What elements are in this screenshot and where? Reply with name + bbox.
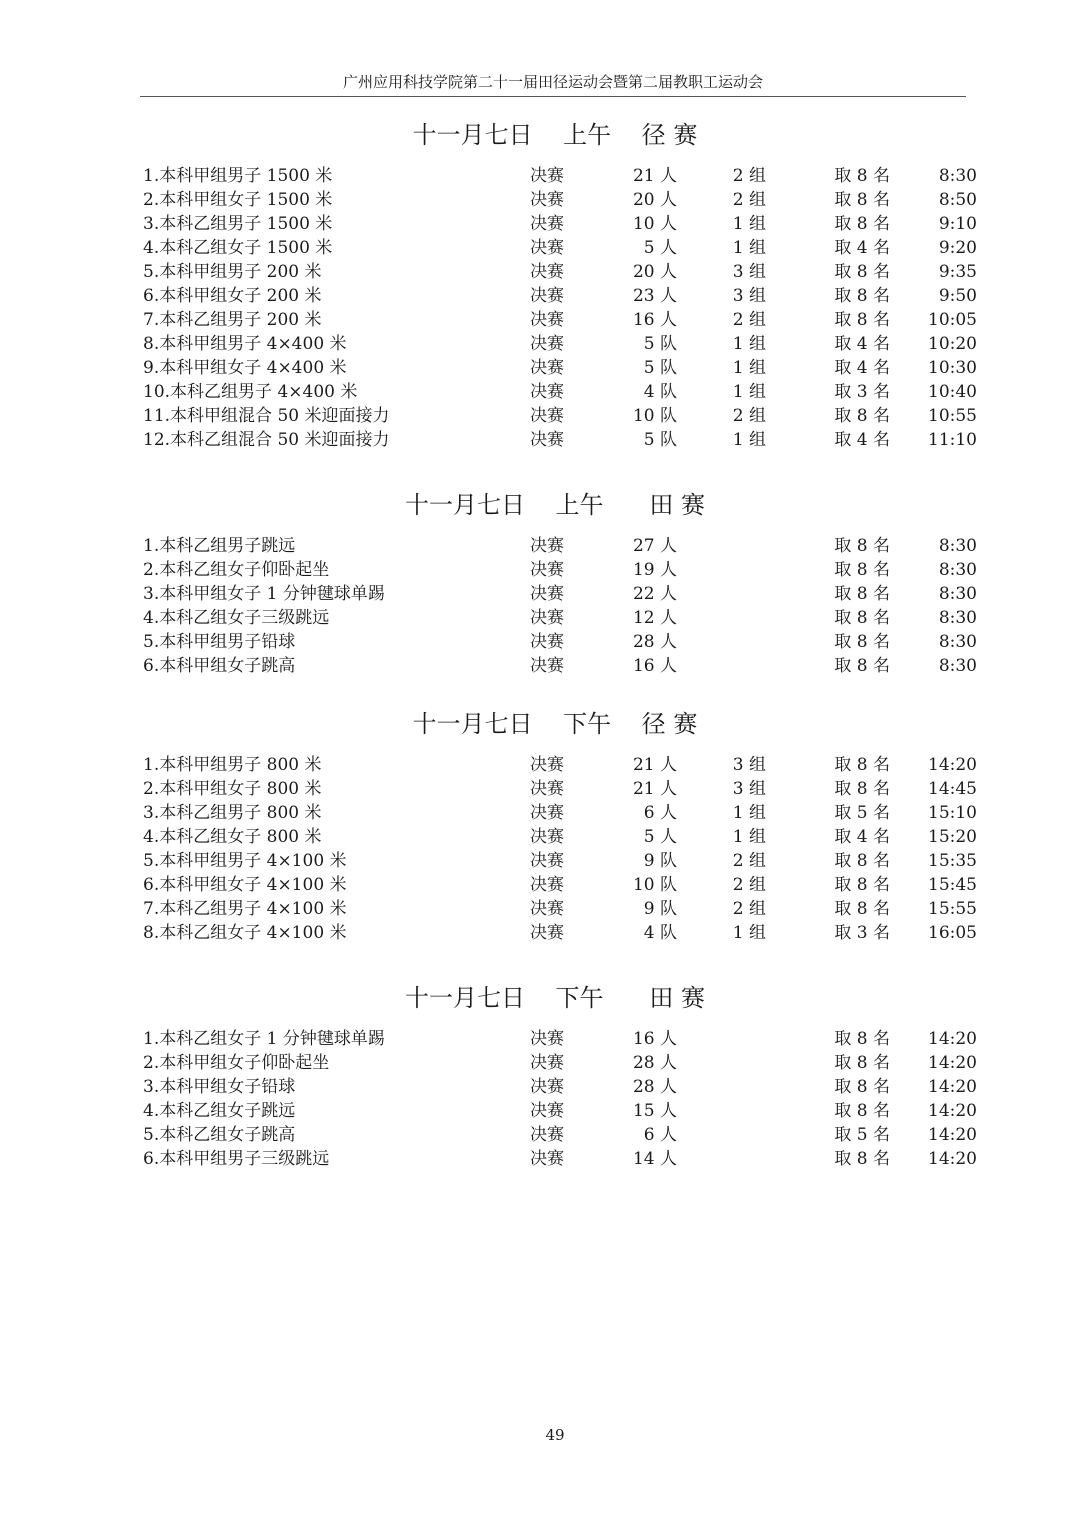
event-row <box>0 260 1080 284</box>
event-groups: 2 组 <box>732 190 766 210</box>
event-time: 14:20 <box>928 1077 977 1097</box>
event-take: 取 8 名 <box>834 1101 890 1121</box>
event-name: 4.本科乙组女子 800 米 <box>143 827 322 847</box>
event-round: 决赛 <box>530 310 564 330</box>
event-time: 9:20 <box>938 238 977 258</box>
event-row <box>0 212 1080 236</box>
event-groups: 1 组 <box>732 923 766 943</box>
event-groups: 3 组 <box>732 755 766 775</box>
event-row <box>0 582 1080 606</box>
event-count: 6 人 <box>643 803 677 823</box>
event-row <box>0 404 1080 428</box>
event-round: 决赛 <box>530 827 564 847</box>
event-name: 8.本科乙组女子 4×100 米 <box>143 923 347 943</box>
event-count: 20 人 <box>632 190 677 210</box>
event-row <box>0 236 1080 260</box>
event-time: 9:10 <box>938 214 977 234</box>
event-take: 取 8 名 <box>834 608 890 628</box>
event-name: 1.本科乙组女子 1 分钟毽球单踢 <box>143 1029 385 1049</box>
event-round: 决赛 <box>530 214 564 234</box>
event-count: 21 人 <box>632 779 677 799</box>
event-take: 取 8 名 <box>834 166 890 186</box>
event-count: 14 人 <box>632 1149 677 1169</box>
event-time: 10:55 <box>928 406 977 426</box>
event-count: 5 队 <box>643 334 677 354</box>
event-round: 决赛 <box>530 262 564 282</box>
event-count: 4 队 <box>643 382 677 402</box>
event-count: 10 队 <box>632 406 677 426</box>
event-name: 11.本科甲组混合 50 米迎面接力 <box>143 406 390 426</box>
event-round: 决赛 <box>530 238 564 258</box>
event-time: 9:50 <box>938 286 977 306</box>
event-take: 取 8 名 <box>834 286 890 306</box>
event-groups: 2 组 <box>732 310 766 330</box>
event-name: 5.本科甲组男子 200 米 <box>143 262 322 282</box>
event-time: 8:30 <box>938 656 977 676</box>
event-take: 取 8 名 <box>834 1149 890 1169</box>
event-groups: 1 组 <box>732 430 766 450</box>
event-count: 23 人 <box>632 286 677 306</box>
event-groups: 2 组 <box>732 166 766 186</box>
event-count: 15 人 <box>632 1101 677 1121</box>
section-title: 十一月七日 下午 田 赛 <box>405 984 705 1012</box>
event-groups: 1 组 <box>732 358 766 378</box>
event-name: 8.本科甲组男子 4×400 米 <box>143 334 347 354</box>
event-take: 取 5 名 <box>834 1125 890 1145</box>
event-time: 10:40 <box>928 382 977 402</box>
event-round: 决赛 <box>530 286 564 306</box>
event-groups: 1 组 <box>732 803 766 823</box>
event-round: 决赛 <box>530 166 564 186</box>
event-row <box>0 753 1080 777</box>
event-name: 6.本科甲组男子三级跳远 <box>143 1149 330 1169</box>
event-count: 28 人 <box>632 632 677 652</box>
event-groups: 1 组 <box>732 214 766 234</box>
event-round: 决赛 <box>530 430 564 450</box>
event-name: 2.本科甲组女子 800 米 <box>143 779 322 799</box>
event-groups: 2 组 <box>732 875 766 895</box>
event-take: 取 8 名 <box>834 851 890 871</box>
event-round: 决赛 <box>530 803 564 823</box>
event-take: 取 8 名 <box>834 310 890 330</box>
event-count: 21 人 <box>632 166 677 186</box>
event-take: 取 4 名 <box>834 334 890 354</box>
event-groups: 2 组 <box>732 899 766 919</box>
event-name: 6.本科甲组女子 4×100 米 <box>143 875 347 895</box>
event-name: 7.本科乙组男子 200 米 <box>143 310 322 330</box>
event-name: 6.本科甲组女子 200 米 <box>143 286 322 306</box>
event-row <box>0 801 1080 825</box>
event-take: 取 8 名 <box>834 779 890 799</box>
event-count: 5 人 <box>643 238 677 258</box>
event-count: 19 人 <box>632 560 677 580</box>
event-round: 决赛 <box>530 382 564 402</box>
event-round: 决赛 <box>530 1053 564 1073</box>
event-count: 10 人 <box>632 214 677 234</box>
event-take: 取 8 名 <box>834 536 890 556</box>
event-time: 10:20 <box>928 334 977 354</box>
event-take: 取 8 名 <box>834 214 890 234</box>
page-number: 49 <box>545 1426 565 1444</box>
event-time: 10:05 <box>928 310 977 330</box>
event-count: 5 队 <box>643 358 677 378</box>
event-take: 取 8 名 <box>834 656 890 676</box>
event-round: 决赛 <box>530 536 564 556</box>
event-time: 8:30 <box>938 632 977 652</box>
event-groups: 1 组 <box>732 238 766 258</box>
event-take: 取 8 名 <box>834 632 890 652</box>
event-time: 8:30 <box>938 166 977 186</box>
event-round: 决赛 <box>530 190 564 210</box>
event-time: 14:20 <box>928 755 977 775</box>
event-name: 1.本科甲组男子 800 米 <box>143 755 322 775</box>
event-name: 5.本科甲组男子 4×100 米 <box>143 851 347 871</box>
event-row <box>0 534 1080 558</box>
event-time: 8:30 <box>938 584 977 604</box>
event-count: 28 人 <box>632 1053 677 1073</box>
event-round: 决赛 <box>530 358 564 378</box>
event-round: 决赛 <box>530 632 564 652</box>
event-time: 8:30 <box>938 560 977 580</box>
event-groups: 3 组 <box>732 262 766 282</box>
event-time: 11:10 <box>928 430 977 450</box>
event-row <box>0 1027 1080 1051</box>
event-row <box>0 308 1080 332</box>
event-round: 决赛 <box>530 779 564 799</box>
event-groups: 2 组 <box>732 406 766 426</box>
event-row <box>0 356 1080 380</box>
event-take: 取 8 名 <box>834 584 890 604</box>
event-count: 22 人 <box>632 584 677 604</box>
event-round: 决赛 <box>530 1029 564 1049</box>
event-round: 决赛 <box>530 851 564 871</box>
event-time: 15:20 <box>928 827 977 847</box>
event-time: 9:35 <box>938 262 977 282</box>
event-count: 20 人 <box>632 262 677 282</box>
event-row <box>0 188 1080 212</box>
event-name: 4.本科乙组女子 1500 米 <box>143 238 333 258</box>
event-time: 16:05 <box>928 923 977 943</box>
event-row <box>0 1123 1080 1147</box>
event-take: 取 8 名 <box>834 190 890 210</box>
event-name: 9.本科甲组女子 4×400 米 <box>143 358 347 378</box>
event-count: 16 人 <box>632 656 677 676</box>
event-row <box>0 606 1080 630</box>
event-name: 3.本科甲组女子铅球 <box>143 1077 296 1097</box>
event-round: 决赛 <box>530 1149 564 1169</box>
event-time: 15:35 <box>928 851 977 871</box>
event-take: 取 8 名 <box>834 899 890 919</box>
event-time: 10:30 <box>928 358 977 378</box>
event-row <box>0 825 1080 849</box>
event-round: 决赛 <box>530 584 564 604</box>
event-row <box>0 921 1080 945</box>
page-header: 广州应用科技学院第二十一届田径运动会暨第二届教职工运动会 <box>342 73 763 91</box>
event-groups: 1 组 <box>732 382 766 402</box>
event-count: 5 队 <box>643 430 677 450</box>
event-round: 决赛 <box>530 560 564 580</box>
event-name: 2.本科甲组女子 1500 米 <box>143 190 333 210</box>
event-row <box>0 630 1080 654</box>
event-name: 2.本科甲组女子仰卧起坐 <box>143 1053 330 1073</box>
event-name: 12.本科乙组混合 50 米迎面接力 <box>143 430 390 450</box>
event-time: 8:30 <box>938 608 977 628</box>
event-name: 5.本科乙组女子跳高 <box>143 1125 296 1145</box>
event-row <box>0 1051 1080 1075</box>
event-row <box>0 284 1080 308</box>
event-time: 8:30 <box>938 536 977 556</box>
event-count: 16 人 <box>632 1029 677 1049</box>
event-row <box>0 873 1080 897</box>
event-count: 9 队 <box>643 851 677 871</box>
event-row <box>0 1099 1080 1123</box>
event-take: 取 8 名 <box>834 1029 890 1049</box>
event-groups: 2 组 <box>732 851 766 871</box>
event-row <box>0 558 1080 582</box>
event-row <box>0 164 1080 188</box>
event-time: 8:50 <box>938 190 977 210</box>
event-time: 14:20 <box>928 1101 977 1121</box>
event-time: 14:20 <box>928 1125 977 1145</box>
event-take: 取 8 名 <box>834 262 890 282</box>
event-take: 取 8 名 <box>834 755 890 775</box>
event-round: 决赛 <box>530 755 564 775</box>
event-name: 3.本科乙组男子 800 米 <box>143 803 322 823</box>
event-take: 取 4 名 <box>834 430 890 450</box>
event-round: 决赛 <box>530 406 564 426</box>
event-round: 决赛 <box>530 334 564 354</box>
event-take: 取 8 名 <box>834 875 890 895</box>
event-take: 取 3 名 <box>834 923 890 943</box>
event-take: 取 4 名 <box>834 827 890 847</box>
event-take: 取 8 名 <box>834 1077 890 1097</box>
event-count: 5 人 <box>643 827 677 847</box>
event-row <box>0 849 1080 873</box>
event-name: 2.本科乙组女子仰卧起坐 <box>143 560 330 580</box>
event-count: 6 人 <box>643 1125 677 1145</box>
event-row <box>0 332 1080 356</box>
event-name: 1.本科甲组男子 1500 米 <box>143 166 333 186</box>
section-title: 十一月七日 上午 径 赛 <box>412 121 698 149</box>
event-count: 12 人 <box>632 608 677 628</box>
section-title: 十一月七日 上午 田 赛 <box>405 491 705 519</box>
event-take: 取 3 名 <box>834 382 890 402</box>
event-take: 取 5 名 <box>834 803 890 823</box>
section-title: 十一月七日 下午 径 赛 <box>412 710 698 738</box>
event-row <box>0 777 1080 801</box>
event-take: 取 4 名 <box>834 238 890 258</box>
event-count: 10 队 <box>632 875 677 895</box>
event-round: 决赛 <box>530 1077 564 1097</box>
event-round: 决赛 <box>530 899 564 919</box>
event-time: 15:55 <box>928 899 977 919</box>
event-row <box>0 897 1080 921</box>
event-groups: 3 组 <box>732 779 766 799</box>
event-round: 决赛 <box>530 1101 564 1121</box>
event-name: 5.本科甲组男子铅球 <box>143 632 296 652</box>
event-round: 决赛 <box>530 923 564 943</box>
event-round: 决赛 <box>530 1125 564 1145</box>
event-name: 3.本科甲组女子 1 分钟毽球单踢 <box>143 584 385 604</box>
event-groups: 1 组 <box>732 334 766 354</box>
event-time: 14:20 <box>928 1053 977 1073</box>
event-row <box>0 1147 1080 1171</box>
event-groups: 3 组 <box>732 286 766 306</box>
event-name: 3.本科乙组男子 1500 米 <box>143 214 333 234</box>
event-name: 10.本科乙组男子 4×400 米 <box>143 382 358 402</box>
event-row <box>0 654 1080 678</box>
event-round: 决赛 <box>530 608 564 628</box>
event-time: 14:45 <box>928 779 977 799</box>
event-time: 14:20 <box>928 1149 977 1169</box>
event-name: 6.本科甲组女子跳高 <box>143 656 296 676</box>
event-row <box>0 428 1080 452</box>
event-count: 28 人 <box>632 1077 677 1097</box>
event-name: 4.本科乙组女子三级跳远 <box>143 608 330 628</box>
event-count: 21 人 <box>632 755 677 775</box>
event-name: 7.本科乙组男子 4×100 米 <box>143 899 347 919</box>
event-take: 取 8 名 <box>834 560 890 580</box>
event-time: 14:20 <box>928 1029 977 1049</box>
event-row <box>0 380 1080 404</box>
event-time: 15:10 <box>928 803 977 823</box>
event-count: 4 队 <box>643 923 677 943</box>
event-count: 27 人 <box>632 536 677 556</box>
event-count: 16 人 <box>632 310 677 330</box>
event-round: 决赛 <box>530 875 564 895</box>
event-take: 取 8 名 <box>834 406 890 426</box>
event-name: 4.本科乙组女子跳远 <box>143 1101 296 1121</box>
event-round: 决赛 <box>530 656 564 676</box>
event-row <box>0 1075 1080 1099</box>
event-take: 取 4 名 <box>834 358 890 378</box>
event-take: 取 8 名 <box>834 1053 890 1073</box>
event-time: 15:45 <box>928 875 977 895</box>
header-rule <box>140 96 966 97</box>
event-count: 9 队 <box>643 899 677 919</box>
event-groups: 1 组 <box>732 827 766 847</box>
event-name: 1.本科乙组男子跳远 <box>143 536 296 556</box>
